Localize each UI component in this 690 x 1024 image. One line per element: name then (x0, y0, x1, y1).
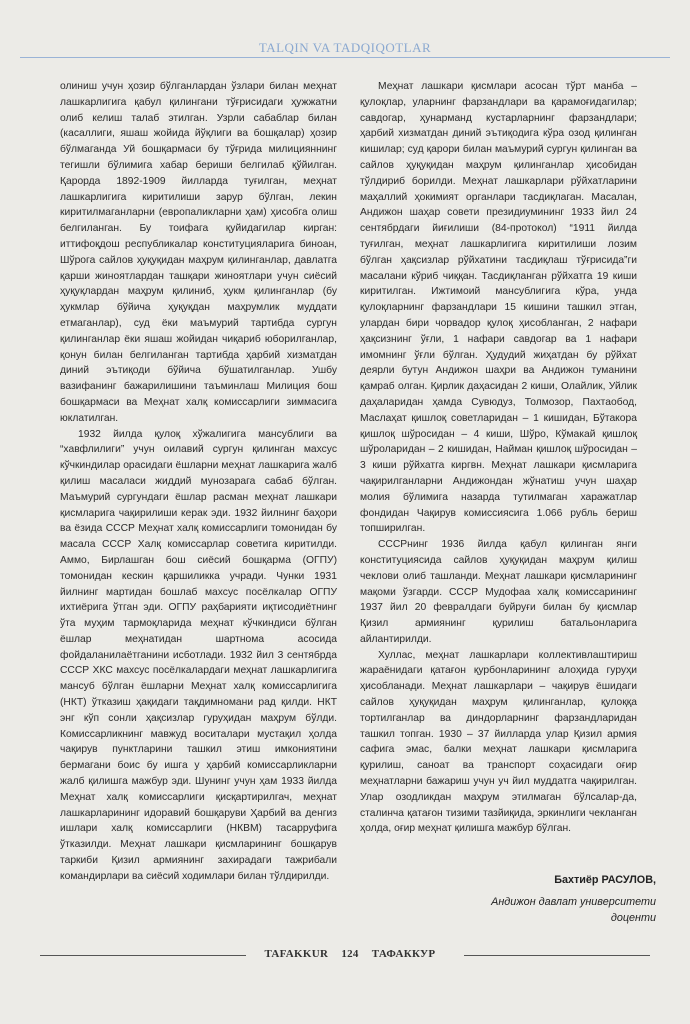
footer-journal-cyrillic: ТАФАККУР (371, 948, 436, 960)
right-paragraph-1: Меҳнат лашкари қисмлари асосан тўрт манба – қулоқлар, уларнинг фарзандлари ва қарамоғидагилар; савдогар, ҳунарманд кустарларнинг фарзандлари; ҳарбий хизматдан диний эътиқодига кўра озод қилинган кишилар; суд қарори билан маъмурий сургун қилинган ва сайлов ҳуқуқидан маҳрум қилинганлар ҳисобидан тўлдириб борилди. Меҳнат лашкарлари рўйхатларини маҳаллий ҳокимият органлари тасдиқлаган. Масалан, Андижон шаҳар совети президиумининг 1933 йил 24 сентябрдаги йиғилиши (84-протокол) “1911 йилда туғилган, меҳнат лашкарлигига киритилиши лозим бўлган ҳақсизлар рўйхатини тасдиқлаш тўғрисида”ги масалани кўриб чиққан. Тасдиқланган рўйхатга 19 киши киритилган. Ижтимоий мансублигига кўра, унда қулоқларнинг фарзандлари 15 кишини ташкил этган, улардан бири чорвадор қулоқ ҳисобланган, 2 нафари ҳақсизнинг ўғли, 1 нафари савдогар ва 1 нафари имомнинг ўғли бўлган. Ҳудудий жиҳатдан бу рўйхат деярли бутун Андижон шаҳри ва Андижон туманини қамраб олган. Қирлик даҳасидан 2 киши, Олайлик, Уйлик даҳаларидан ҳамда Сувюдуз, Толмозор, Пахтаобод, Маслаҳат қишлоқ советларидан – 1 кишидан, Бўтакора қишлоқ шўросидан – 4 киши, Шўро, Кўмакай қишлоқ шўроларидан – 2 кишидан, Найман қишлоқ шўросидан – 3 киши рўйхатга киргвн. Меҳнат лашкари қисмларига чақирилганларни Андижондан жўнатиш учун шаҳар молия бўлимига назарда тутилмаган харажатлар фондидан Чақирув комиссиясига 1.066 рубль бериш топширилган. (360, 81, 637, 535)
affiliation-line-1: Андижон давлат университети (491, 896, 656, 908)
left-paragraph-2: 1932 йилда қулоқ хўжалигига мансублиги ва “хавфлилиги” учун оилавий сургун қилинган махсус кўчкиндилар орасидаги ёшларни меҳнат лашкарига жалб қилиш масаласи жиддий мунозарага сабаб бўлган. Маъмурий сургундаги ёшлар расман меҳнат лашкари қисмларига чақирилиши керак эди. 1932 йилнинг баҳори ва ёзида СССР Меҳнат халқ комиссарлиги томонидан бу масала СССР Халқ комиссарлар советига киритилди. Аммо, Бирлашган бош сиёсий бошқарма (ОГПУ) томонидан кескин қаршиликка учради. Чунки 1931 йилнинг мартидан бошлаб махсус посёлкалар ОГПУ ихтиёрига ўтган эди. ОГПУ раҳбарияти иқтисодиётнинг ўта муҳим тармоқларида меҳнат кўчкиндиси бўлган ёшлар меҳнатидан шартнома асосида фойдаланилаётганини исботлади. 1932 йил 3 сентябрда СССР ХКС махсус посёлкалардаги меҳнат лашкарлигига мансуб бўлган ёшларни Меҳнат халқ комиссарлигига (НКТ) ўтказиш ҳақидаги тақдимномани рад қилди. НКТ энг кўп сонли ҳақсизлар гуруҳидан маҳрум бўлди. Комиссарликнинг мавжуд воситалари мустақил ҳолда чақирув пунктларини ташкил этиш имкониятини бермагани боис бу ишга у ҳарбий комиссарликларни жалб қилишга мажбур эди. Шунинг учун ҳам 1933 йилда Меҳнат халқ комиссарлиги қисқартирилгач, меҳнат лашкарларининг идоравий бошқаруви Ҳарбий ва денгиз ишлари халқ комиссарлиги (НКВМ) тасарруфига ўтказилди. Меҳнат лашкари қисмларининг бошқарув таркиби Қизил армиянинг захирадаги тажрибали командирлари ва сиёсий ходимлари билан тўлдирилди. (60, 428, 337, 882)
left-column (60, 79, 337, 885)
author-affiliation (360, 894, 656, 926)
right-paragraph-2: СССРнинг 1936 йилда қабул қилинган янги конституциясида сайлов ҳуқуқидан маҳрум қилиш чеклови олиб ташланди. Меҳнат лашкари қисмларининг мақоми ўзгарди. СССР Мудофаа халқ комиссарининг 1937 йил 20 февралдаги буйруғи билан бу қисмлар Қизил армиянинг қурилиш батальонларига айлантирилди. (360, 539, 637, 645)
section-title: TALQIN VA TADQIQOTLAR (251, 40, 439, 55)
running-footer (40, 948, 650, 964)
affiliation-line-2: доценти (610, 912, 656, 924)
footer-text (250, 948, 450, 960)
header-rule (20, 57, 670, 58)
header-title-wrap (20, 40, 670, 56)
author-name: Бахтиёр РАСУЛОВ, (554, 874, 656, 886)
left-paragraph-1: олиниш учун ҳозир бўлганлардан ўзлари билан меҳнат лашкарлигига қабул қилингани тўғрисидаги ҳужжатни олиб келиш талаб этилган. Узрли сабаблар билан (касаллиги, яшаш жойида йўқлиги ва бошқалар) ҳозир бўлмаганда Уй бошқармаси бу тўғрида милицияннинг тегишли бўлимига хабар бериши белгилаб қўйилган. Қарорда 1892-1909 йилларда туғилган, меҳнат лашкарлигига киритилиши зарур бўлган, лекин киритилмаганларни (европаликларни ҳам) ҳисобга олиш белгиланган. Бу тоифага қуйидагилар кирган: иттифоқдош республикалар конституцияларига биноан, Шўрога сайлов ҳуқуқидан маҳрум қилинганлар, давлатга қарши жиноятлардан ташқари жиноятлари учун сиёсий ҳуқуқлардан маҳрум қилиниб, ҳукм қилинганлар (бу ҳукмлар бўйича ҳуқуқдан маҳрумлик муддати етмаганлар), суд ёки маъмурий тартибда сургун қилинганлар ёки яшаш жойидан чиқариб юборилганлар, қонун билан белгиланган тартибда ҳарбий хизматдан диний эътиқоди бўйича бўшатилганлар. Ушбу вазифанинг бажарилишини таъминлаш Милиция бош бошқармаси ва Меҳнат халқ комиссарлиги зиммасига юклатилган. (60, 81, 337, 424)
footer-journal-latin: TAFAKKUR (264, 948, 329, 960)
page-number: 124 (341, 948, 359, 960)
footer-rule-left (40, 955, 246, 956)
right-column (360, 79, 637, 837)
footer-rule-right (464, 955, 650, 956)
running-header (20, 40, 670, 62)
right-paragraph-3: Хуллас, меҳнат лашкарлари коллективлаштириш жараёнидаги қатағон қурбонларининг алоҳида гуруҳи ҳисобланади. Меҳнат лашкарлари – чақирув ёшидаги сайлов ҳуқуқидан маҳрум қилинганлар, қулоққа тортилганлар ва диндорларнинг фарзандларидан ташкил топган. 1930 – 37 йилларда улар Қизил армия сафига эмас, балки меҳнат лашкари қисмларига қурилиш, саноат ва транспорт соҳасидаги оғир меҳнатларни бажариш учун уч йил муддатга чақирилган. Улар озодликдан маҳрум этилмаган бўлсалар-да, сталинча қатағон тизими тазйиқида, эркинлиги чекланган ҳолда, оғир меҳнат қилишга мажбур бўлган. (360, 649, 637, 835)
